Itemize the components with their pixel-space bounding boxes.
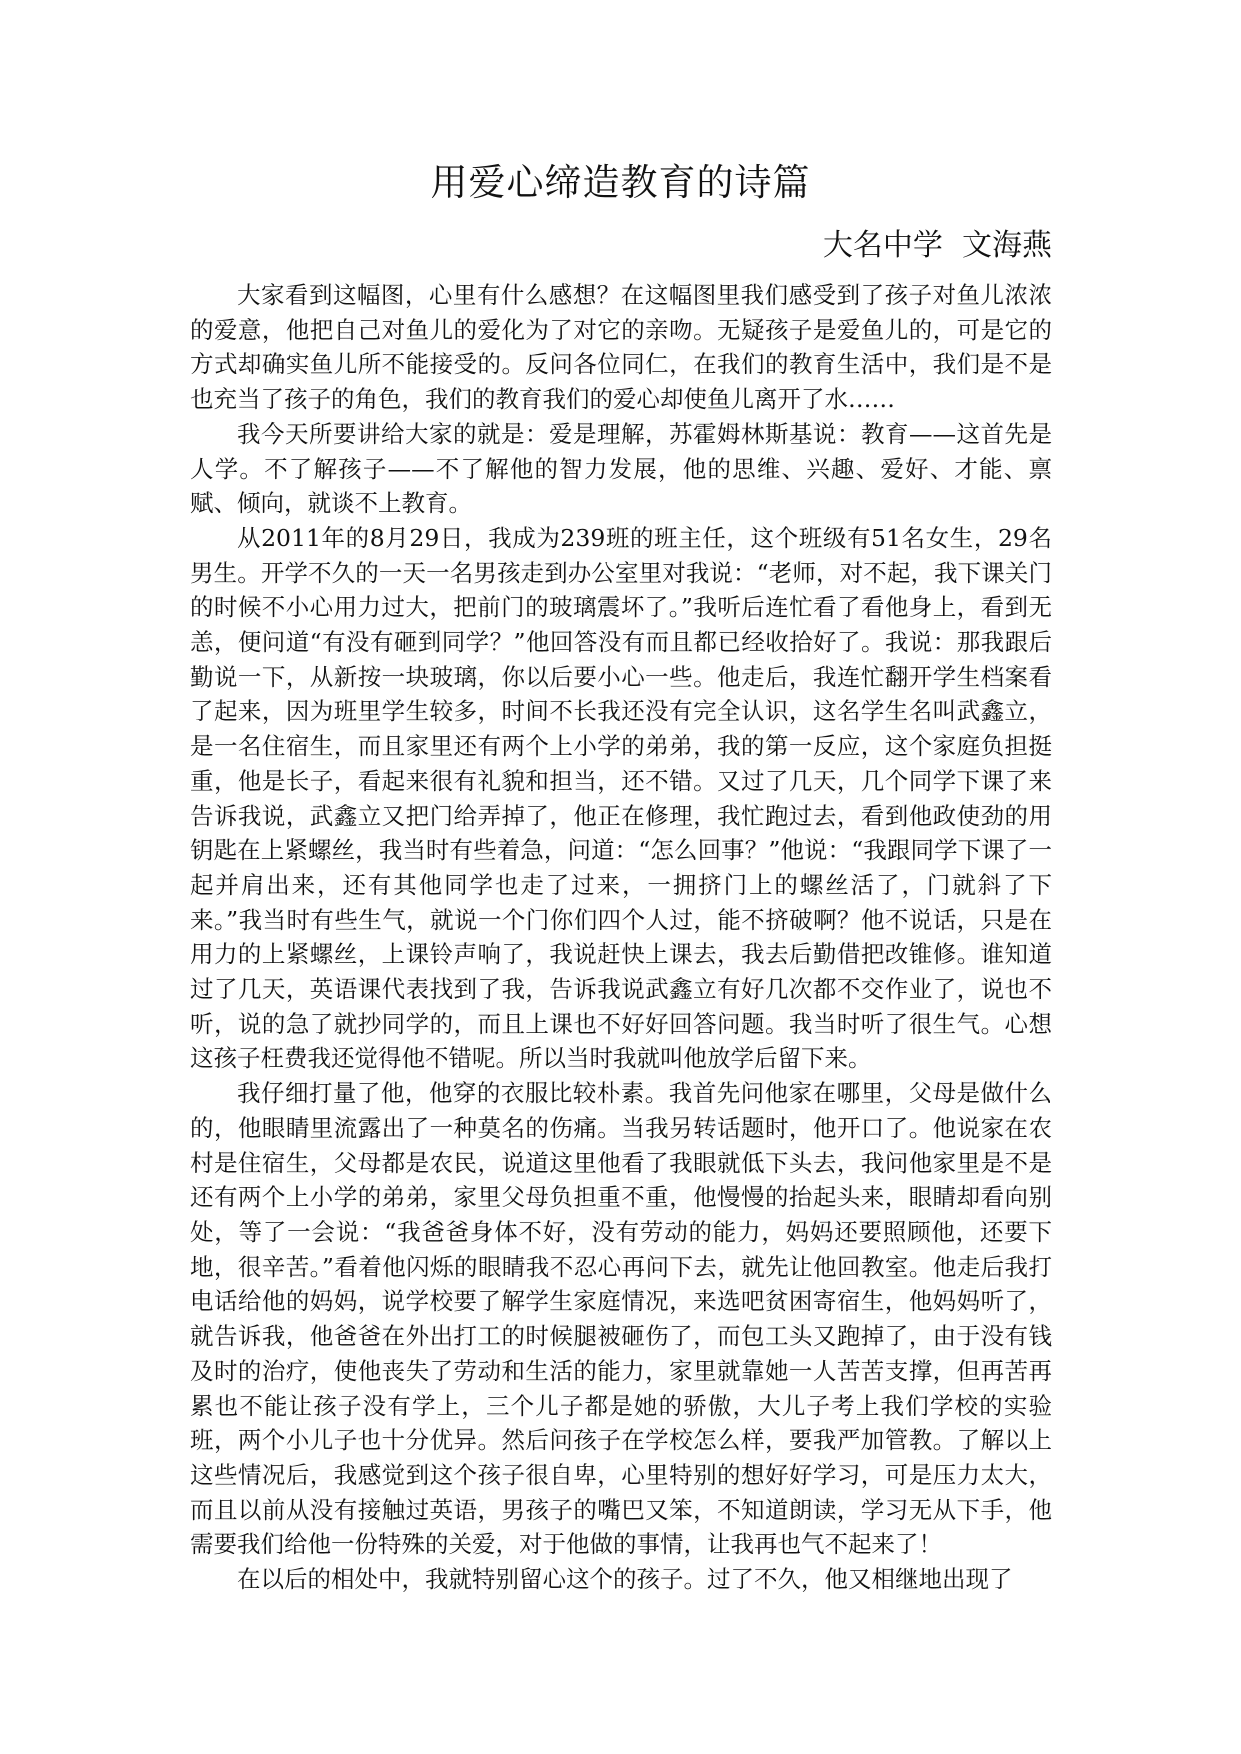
paragraph: 在以后的相处中，我就特别留心这个的孩子。过了不久，他又相继地出现了 xyxy=(237,1565,1013,1594)
document-body xyxy=(190,278,1052,1597)
document-author: 大名中学 文海燕 xyxy=(822,228,1052,263)
paragraph: 从2011年的8月29日，我成为239班的班主任，这个班级有51名女生，29名男生。开学不久的一天一名男孩走到办公室里对我说：“老师，对不起，我下课关门的时候不小心用力过大，把前门的玻璃震坏了。”我听后连忙看了看他身上，看到无恙，便问道“有没有砸到同学？”他回答没有而且都已经收拾好了。我说：那我跟后勤说一下，从新按一块玻璃，你以后要小心一些。他走后，我连忙翻开学生档案看了起来，因为班里学生较多，时间不长我还没有完全认识，这名学生名叫武鑫立，是一名住宿生，而且家里还有两个上小学的弟弟，我的第一反应，这个家庭负担挺重，他是长子，看起来很有礼貌和担当，还不错。又过了几天，几个同学下课了来告诉我说，武鑫立又把门给弄掉了，他正在修理，我忙跑过去，看到他政使劲的用钥匙在上紧螺丝，我当时有些着急，问道：“怎么回事？”他说：“我跟同学下课了一起并肩出来，还有其他同学也走了过来，一拥挤门上的螺丝活了，门就斜了下来。”我当时有些生气，就说一个门你们四个人过，能不挤破啊？他不说话，只是在用力的上紧螺丝，上课铃声响了，我说赶快上课去，我去后勤借把改锥修。谁知道过了几天，英语课代表找到了我，告诉我说武鑫立有好几次都不交作业了，说也不听，说的急了就抄同学的，而且上课也不好好回答问题。我当时听了很生气。心想这孩子枉费我还觉得他不错呢。所以当时我就叫他放学后留下来。 xyxy=(190,523,1052,1073)
paragraph: 我今天所要讲给大家的就是：爱是理解，苏霍姆林斯基说：教育——这首先是人学。不了解孩子——不了解他的智力发展，他的思维、兴趣、爱好、才能、禀赋、倾向，就谈不上教育。 xyxy=(190,419,1052,518)
paragraph: 我仔细打量了他，他穿的衣服比较朴素。我首先问他家在哪里，父母是做什么的，他眼睛里流露出了一种莫名的伤痛。当我另转话题时，他开口了。他说家在农村是住宿生，父母都是农民，说道这里他看了我眼就低下头去，我问他家里是不是还有两个上小学的弟弟，家里父母负担重不重，他慢慢的抬起头来，眼睛却看向别处，等了一会说：“我爸爸身体不好，没有劳动的能力，妈妈还要照顾他，还要下地，很辛苦。”看着他闪烁的眼睛我不忍心再问下去，就先让他回教室。他走后我打电话给他的妈妈，说学校要了解学生家庭情况，来选吧贫困寄宿生，他妈妈听了，就告诉我，他爸爸在外出打工的时候腿被砸伤了，而包工头又跑掉了，由于没有钱及时的治疗，使他丧失了劳动和生活的能力，家里就靠她一人苦苦支撑，但再苦再累也不能让孩子没有学上，三个儿子都是她的骄傲，大儿子考上我们学校的实验班，两个小儿子也十分优异。然后问孩子在学校怎么样，要我严加管教。了解以上这些情况后，我感觉到这个孩子很自卑，心里特别的想好好学习，可是压力太大，而且以前从没有接触过英语，男孩子的嘴巴又笨，不知道朗读，学习无从下手，他需要我们给他一份特殊的关爱，对于他做的事情，让我再也气不起来了！ xyxy=(190,1079,1052,1559)
paragraph: 大家看到这幅图，心里有什么感想？在这幅图里我们感受到了孩子对鱼儿浓浓的爱意，他把自己对鱼儿的爱化为了对它的亲吻。无疑孩子是爱鱼儿的，可是它的方式却确实鱼儿所不能接受的。反问各位同仁，在我们的教育生活中，我们是不是也充当了孩子的角色，我们的教育我们的爱心却使鱼儿离开了水…… xyxy=(190,281,1052,414)
document-title: 用爱心缔造教育的诗篇 xyxy=(430,161,811,204)
